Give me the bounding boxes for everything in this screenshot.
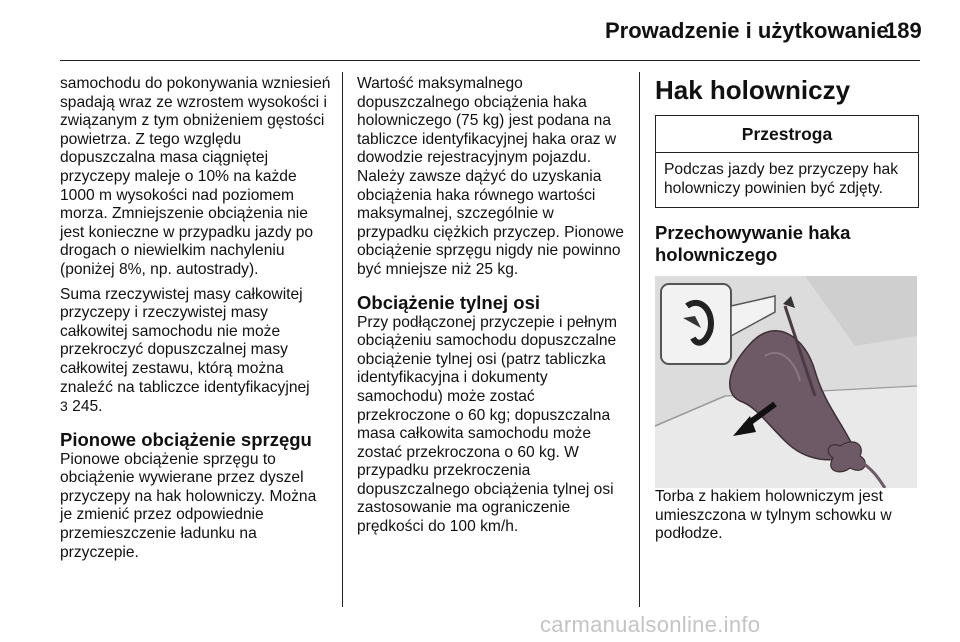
page-header — [0, 0, 960, 62]
page-reference-arrow-icon: 3 — [60, 398, 68, 415]
column-1 — [60, 75, 332, 568]
watermark-text: carmanualsonline.info — [540, 612, 761, 637]
towbar-bag-illustration-icon — [655, 276, 917, 488]
section-heading-rear-axle: Obciążenie tylnej osi — [357, 291, 541, 313]
column-divider-2 — [639, 72, 640, 607]
figure-caption: Torba z hakiem holowniczym jest umieszczona w tylnym schowku w podłodze. — [655, 488, 892, 543]
header-divider — [60, 60, 920, 61]
column-2 — [357, 75, 627, 543]
warning-box — [655, 115, 919, 208]
paragraph: Wartość maksymalnego dopuszczalnego obciążenia haka holowniczego (75 kg) jest podana na tabliczce identyfikacyjnej haka oraz w dowodzie rejestracyjnym pojazdu. Należy zawsze dążyć do uzyskania obciążenia haka równego wartości maksymalnej, szczególnie w przypadku ciężkich przyczep. Pionowe obciążenie sprzęgu nigdy nie powinno być mniejsze niż 25 kg. — [357, 75, 624, 278]
paragraph: Pionowe obciążenie sprzęgu to obciążenie wywierane przez dyszel przyczepy na hak holowniczy. Można je zmienić przez odpowiednie przemieszczenie ładunku na przyczepie. — [60, 450, 317, 561]
column-divider-1 — [342, 72, 343, 607]
paragraph-text: Suma rzeczywistej masy całkowitej przyczepy i rzeczywistej masy całkowitej samochodu nie może przekroczyć dopuszczalnej masy całkowitej zestawu, którą można znaleźć na tabliczce identyfikacyjnej — [60, 285, 310, 396]
paragraph — [60, 286, 332, 417]
warning-text: Podczas jazdy bez przyczepy hak holowniczy powinien być zdjęty. — [664, 161, 899, 197]
column-3 — [655, 75, 920, 550]
section-title-towbar: Hak holowniczy — [655, 75, 851, 105]
chapter-title: Prowadzenie i użytkowanie — [605, 18, 889, 43]
paragraph: Przy podłączonej przyczepie i pełnym obciążeniu samochodu dopuszczalne obciążenie tylnej osi (patrz tabliczka identyfikacyjna i dokumenty samochodu) może zostać przekroczone o 60 kg; dopuszczalna masa całkowita samochodu może zostać przekroczona o 60 kg. W przypadku przekroczenia dopuszczalnego obciążenia tylnej osi zastosowanie ma ograniczenie prędkości do 100 km/h. — [357, 313, 618, 536]
section-heading-vertical-load: Pionowe obciążenie sprzęgu — [60, 428, 312, 450]
page-number: 189 — [885, 18, 922, 43]
warning-heading: Przestroga — [656, 116, 918, 153]
paragraph: samochodu do pokonywania wzniesień spadają wraz ze wzrostem wysokości i związanym z tym obniżeniem gęstości powietrza. Z tego względu dopuszczalna masa ciągniętej przyczepy maleje o 10% na każde 1000 m wysokości nad poziomem morza. Zmniejszenie obciążenia nie jest konieczne w przypadku jazdy po drogach o niewielkim nachyleniu (poniżej 8%, np. autostrady). — [60, 75, 331, 278]
subsection-heading-storage: Przechowywanie haka holowniczego — [655, 222, 851, 266]
page-reference-link[interactable]: 245. — [72, 398, 103, 416]
